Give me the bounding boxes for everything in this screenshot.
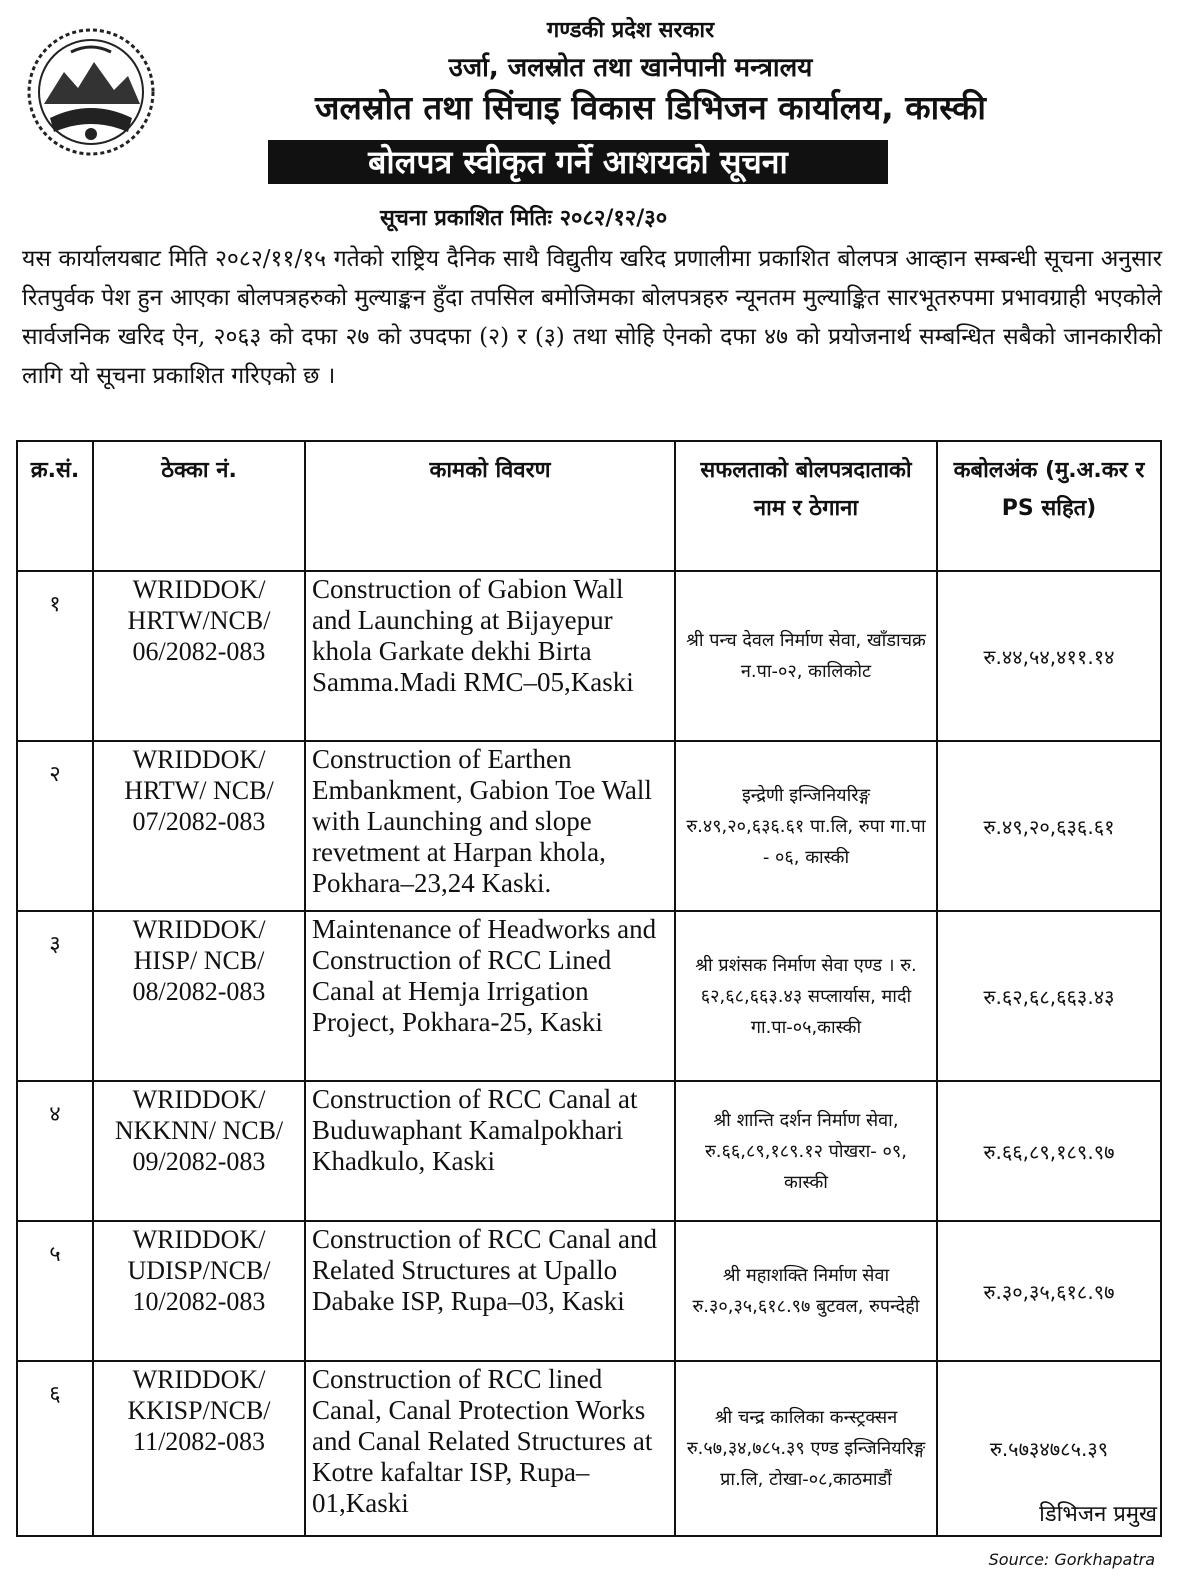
publication-date: सूचना प्रकाशित मितिः २०८२/१२/३० xyxy=(380,206,668,231)
row-description: Construction of RCC lined Canal, Canal Protection Works and Canal Related Structures at Kotre kafaltar ISP, Rupa– 01,Kaski xyxy=(305,1361,675,1536)
ministry-name: उर्जा, जलस्रोत तथा खानेपानी मन्त्रालय xyxy=(448,53,813,83)
row-bidder: श्री पन्च देवल निर्माण सेवा, खाँडाचक्र न.पा-०२, कालिकोट xyxy=(675,571,937,741)
header-bidder: सफलताको बोलपत्रदाताको नाम र ठेगाना xyxy=(675,441,937,571)
row-contract-no: WRIDDOK/ KKISP/NCB/ 11/2082-083 xyxy=(93,1361,305,1536)
row-amount: रु.६२,६८,६६३.४३ xyxy=(937,911,1161,1081)
bid-acceptance-table xyxy=(16,440,1162,1537)
row-amount: रु.६६,८९,१८९.९७ xyxy=(937,1081,1161,1221)
row-bidder: इन्द्रेणी इन्जिनियरिङ्ग रु.४९,२०,६३६.६१ पा.लि, रुपा गा.पा - ०६, कास्की xyxy=(675,741,937,911)
row-bidder: श्री शान्ति दर्शन निर्माण सेवा, रु.६६,८९,१८९.१२ पोखरा- ०९, कास्की xyxy=(675,1081,937,1221)
row-sn: ६ xyxy=(17,1361,93,1536)
row-amount: रु.४९,२०,६३६.६१ xyxy=(937,741,1161,911)
row-contract-no: WRIDDOK/ NKKNN/ NCB/ 09/2082-083 xyxy=(93,1081,305,1221)
header-description: कामको विवरण xyxy=(305,441,675,571)
row-amount: रु.४४,५४,४११.१४ xyxy=(937,571,1161,741)
row-description: Maintenance of Headworks and Construction of RCC Lined Canal at Hemja Irrigation Project, Pokhara-25, Kaski xyxy=(305,911,675,1081)
row-bidder: श्री प्रशंसक निर्माण सेवा एण्ड । रु. ६२,६८,६६३.४३ सप्लार्यास, मादी गा.पा-०५,कास्की xyxy=(675,911,937,1081)
table-row xyxy=(17,741,1161,911)
table-row xyxy=(17,911,1161,1081)
row-sn: ४ xyxy=(17,1081,93,1221)
row-sn: ५ xyxy=(17,1221,93,1361)
row-contract-no: WRIDDOK/ HRTW/NCB/ 06/2082-083 xyxy=(93,571,305,741)
row-bidder: श्री महाशक्ति निर्माण सेवा रु.३०,३५,६१८.९७ बुटवल, रुपन्देही xyxy=(675,1221,937,1361)
row-sn: १ xyxy=(17,571,93,741)
table-row xyxy=(17,1081,1161,1221)
row-description: Construction of RCC Canal at Buduwaphant Kamalpokhari Khadkulo, Kaski xyxy=(305,1081,675,1221)
table-row xyxy=(17,1361,1161,1536)
row-sn: २ xyxy=(17,741,93,911)
table-header-row xyxy=(17,441,1161,571)
row-contract-no: WRIDDOK/ HRTW/ NCB/ 07/2082-083 xyxy=(93,741,305,911)
header-sn: क्र.सं. xyxy=(17,441,93,571)
intro-paragraph: यस कार्यालयबाट मिति २०८२/११/१५ गतेको राष्ट्रिय दैनिक साथै विद्युतीय खरिद प्रणालीमा प्रकाशित बोलपत्र आव्हान सम्बन्धी सूचना अनुसार रितपुर्वक पेश हुन आएका बोलपत्रहरुको मुल्याङ्कन हुँदा तपसिल बमोजिमका बोलपत्रहरु न्यूनतम मुल्याङ्कित सारभूतरुपमा प्रभावग्राही भएकोले सार्वजनिक खरिद ऐन, २०६३ को दफा २७ को उपदफा (२) र (३) तथा सोहि ऐनको दफा ४७ को प्रयोजनार्थ सम्बन्धित सबैको जानकारीको लागि यो सूचना प्रकाशित गरिएको छ । xyxy=(22,246,1162,389)
row-description: Construction of Earthen Embankment, Gabion Toe Wall with Launching and slope revetment at Harpan khola, Pokhara–23,24 Kaski. xyxy=(305,741,675,911)
header-contract-no: ठेक्का नं. xyxy=(93,441,305,571)
signature-division-chief: डिभिजन प्रमुख xyxy=(1039,1502,1157,1527)
source-credit: Source: Gorkhapatra xyxy=(988,1550,1155,1569)
notice-title: बोलपत्र स्वीकृत गर्ने आशयको सूचना xyxy=(268,140,888,184)
row-bidder: श्री चन्द्र कालिका कन्स्ट्रक्सन रु.५७,३४,७८५.३९ एण्ड इन्जिनियरिङ्ग प्रा.लि, टोखा-०८,काठमाडौं xyxy=(675,1361,937,1536)
table-row xyxy=(17,571,1161,741)
table-row xyxy=(17,1221,1161,1361)
row-description: Construction of Gabion Wall and Launching at Bijayepur khola Garkate dekhi Birta Samma.Madi RMC–05,Kaski xyxy=(305,571,675,741)
row-contract-no: WRIDDOK/ UDISP/NCB/ 10/2082-083 xyxy=(93,1221,305,1361)
row-amount: रु.५७३४७८५.३९ xyxy=(937,1361,1161,1536)
row-contract-no: WRIDDOK/ HISP/ NCB/ 08/2082-083 xyxy=(93,911,305,1081)
header-amount: कबोलअंक (मु.अ.कर र PS सहित) xyxy=(937,441,1161,571)
province-name: गण्डकी प्रदेश सरकार xyxy=(546,18,715,43)
row-description: Construction of RCC Canal and Related Structures at Upallo Dabake ISP, Rupa–03, Kaski xyxy=(305,1221,675,1361)
row-amount: रु.३०,३५,६१८.९७ xyxy=(937,1221,1161,1361)
row-sn: ३ xyxy=(17,911,93,1081)
office-name: जलस्रोत तथा सिंचाइ विकास डिभिजन कार्यालय, कास्की xyxy=(315,88,986,127)
